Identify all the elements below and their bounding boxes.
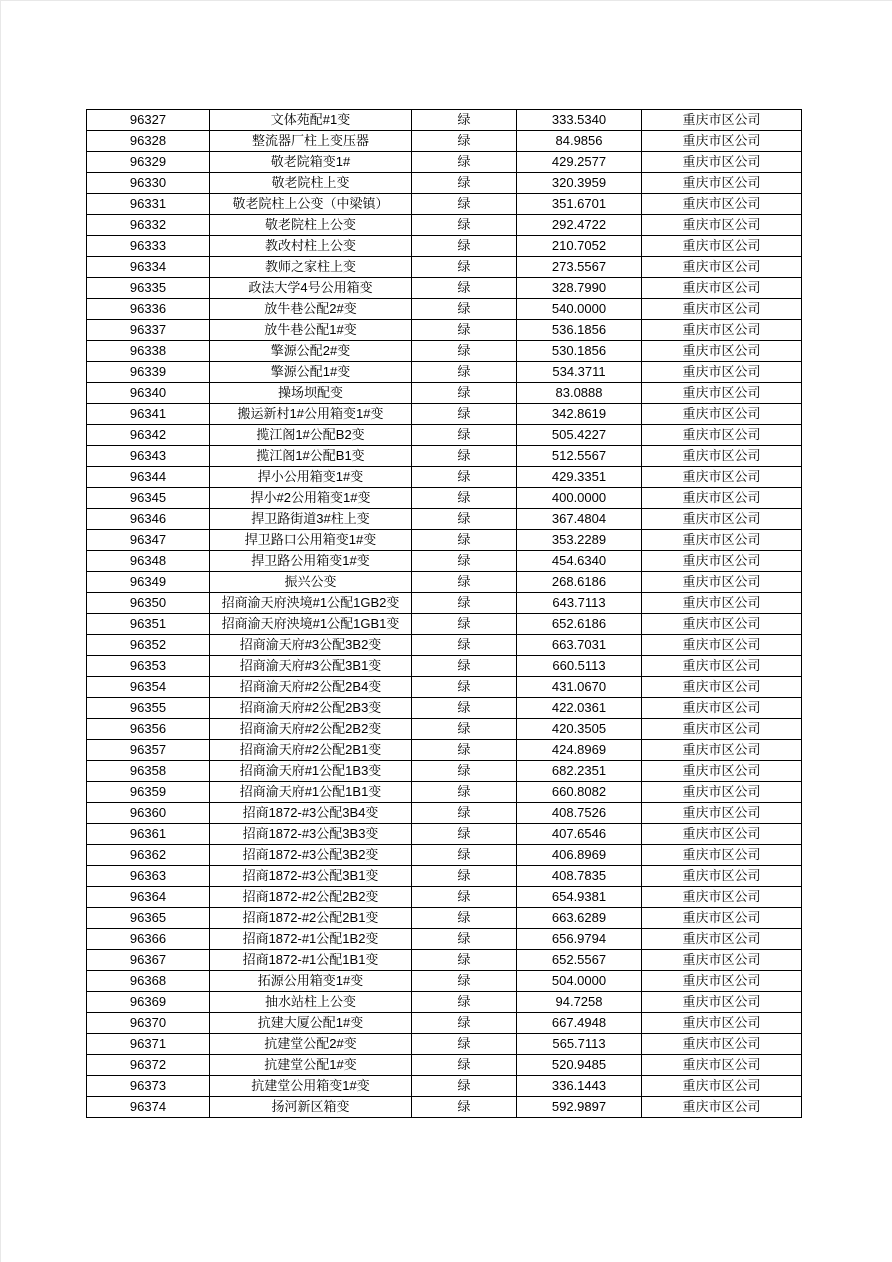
cell-company: 重庆市区公司 <box>642 593 802 614</box>
cell-value: 353.2289 <box>517 530 642 551</box>
cell-value: 406.8969 <box>517 845 642 866</box>
cell-value: 663.7031 <box>517 635 642 656</box>
table-row <box>87 992 802 1013</box>
cell-status: 绿 <box>412 656 517 677</box>
cell-value: 431.0670 <box>517 677 642 698</box>
cell-company: 重庆市区公司 <box>642 152 802 173</box>
cell-id: 96374 <box>87 1097 210 1118</box>
cell-status: 绿 <box>412 887 517 908</box>
cell-id: 96332 <box>87 215 210 236</box>
cell-status: 绿 <box>412 278 517 299</box>
cell-name: 文体苑配#1变 <box>210 110 412 131</box>
table-row <box>87 782 802 803</box>
cell-company: 重庆市区公司 <box>642 362 802 383</box>
cell-id: 96363 <box>87 866 210 887</box>
cell-id: 96328 <box>87 131 210 152</box>
cell-status: 绿 <box>412 467 517 488</box>
cell-company: 重庆市区公司 <box>642 1034 802 1055</box>
table-row <box>87 446 802 467</box>
table-row <box>87 215 802 236</box>
cell-company: 重庆市区公司 <box>642 803 802 824</box>
cell-status: 绿 <box>412 152 517 173</box>
cell-status: 绿 <box>412 1076 517 1097</box>
cell-status: 绿 <box>412 131 517 152</box>
cell-company: 重庆市区公司 <box>642 530 802 551</box>
cell-value: 682.2351 <box>517 761 642 782</box>
cell-id: 96354 <box>87 677 210 698</box>
cell-name: 捍小公用箱变1#变 <box>210 467 412 488</box>
cell-status: 绿 <box>412 509 517 530</box>
cell-status: 绿 <box>412 425 517 446</box>
cell-id: 96357 <box>87 740 210 761</box>
cell-value: 536.1856 <box>517 320 642 341</box>
table-row <box>87 719 802 740</box>
cell-value: 652.6186 <box>517 614 642 635</box>
table-row <box>87 824 802 845</box>
cell-name: 捍卫路公用箱变1#变 <box>210 551 412 572</box>
table-row <box>87 761 802 782</box>
cell-value: 660.8082 <box>517 782 642 803</box>
cell-status: 绿 <box>412 530 517 551</box>
cell-id: 96369 <box>87 992 210 1013</box>
cell-company: 重庆市区公司 <box>642 824 802 845</box>
cell-name: 招商1872-#2公配2B1变 <box>210 908 412 929</box>
cell-value: 420.3505 <box>517 719 642 740</box>
cell-name: 招商渝天府泱境#1公配1GB2变 <box>210 593 412 614</box>
cell-status: 绿 <box>412 173 517 194</box>
table-row <box>87 131 802 152</box>
cell-status: 绿 <box>412 194 517 215</box>
cell-company: 重庆市区公司 <box>642 719 802 740</box>
cell-name: 招商渝天府泱境#1公配1GB1变 <box>210 614 412 635</box>
table-row <box>87 341 802 362</box>
cell-id: 96364 <box>87 887 210 908</box>
table-row <box>87 383 802 404</box>
table-row <box>87 593 802 614</box>
cell-name: 扬河新区箱变 <box>210 1097 412 1118</box>
cell-value: 505.4227 <box>517 425 642 446</box>
table-row <box>87 194 802 215</box>
cell-id: 96327 <box>87 110 210 131</box>
cell-company: 重庆市区公司 <box>642 698 802 719</box>
cell-value: 667.4948 <box>517 1013 642 1034</box>
cell-name: 招商渝天府#2公配2B1变 <box>210 740 412 761</box>
table-row <box>87 467 802 488</box>
table-row <box>87 1097 802 1118</box>
cell-id: 96330 <box>87 173 210 194</box>
cell-status: 绿 <box>412 1034 517 1055</box>
cell-value: 565.7113 <box>517 1034 642 1055</box>
cell-company: 重庆市区公司 <box>642 992 802 1013</box>
table-row <box>87 425 802 446</box>
cell-company: 重庆市区公司 <box>642 572 802 593</box>
cell-id: 96358 <box>87 761 210 782</box>
table-row <box>87 803 802 824</box>
table-row <box>87 257 802 278</box>
cell-name: 擎源公配1#变 <box>210 362 412 383</box>
table-row <box>87 971 802 992</box>
cell-value: 504.0000 <box>517 971 642 992</box>
table-row <box>87 614 802 635</box>
cell-company: 重庆市区公司 <box>642 299 802 320</box>
cell-name: 敬老院柱上变 <box>210 173 412 194</box>
cell-name: 敬老院箱变1# <box>210 152 412 173</box>
cell-status: 绿 <box>412 950 517 971</box>
cell-value: 408.7835 <box>517 866 642 887</box>
cell-value: 643.7113 <box>517 593 642 614</box>
cell-value: 84.9856 <box>517 131 642 152</box>
cell-id: 96365 <box>87 908 210 929</box>
cell-status: 绿 <box>412 299 517 320</box>
table-row <box>87 488 802 509</box>
table-row <box>87 362 802 383</box>
cell-name: 捍卫路口公用箱变1#变 <box>210 530 412 551</box>
cell-status: 绿 <box>412 971 517 992</box>
cell-name: 招商渝天府#3公配3B1变 <box>210 656 412 677</box>
cell-company: 重庆市区公司 <box>642 950 802 971</box>
cell-value: 408.7526 <box>517 803 642 824</box>
cell-value: 512.5567 <box>517 446 642 467</box>
cell-id: 96339 <box>87 362 210 383</box>
cell-company: 重庆市区公司 <box>642 236 802 257</box>
cell-company: 重庆市区公司 <box>642 887 802 908</box>
table-row <box>87 698 802 719</box>
cell-status: 绿 <box>412 383 517 404</box>
cell-name: 敬老院柱上公变（中梁镇） <box>210 194 412 215</box>
cell-value: 422.0361 <box>517 698 642 719</box>
cell-value: 660.5113 <box>517 656 642 677</box>
cell-status: 绿 <box>412 341 517 362</box>
cell-value: 520.9485 <box>517 1055 642 1076</box>
cell-status: 绿 <box>412 572 517 593</box>
cell-company: 重庆市区公司 <box>642 551 802 572</box>
table-row <box>87 509 802 530</box>
cell-status: 绿 <box>412 593 517 614</box>
table-row <box>87 866 802 887</box>
cell-company: 重庆市区公司 <box>642 194 802 215</box>
cell-company: 重庆市区公司 <box>642 740 802 761</box>
cell-company: 重庆市区公司 <box>642 341 802 362</box>
cell-value: 400.0000 <box>517 488 642 509</box>
cell-company: 重庆市区公司 <box>642 971 802 992</box>
cell-id: 96352 <box>87 635 210 656</box>
cell-status: 绿 <box>412 824 517 845</box>
cell-id: 96334 <box>87 257 210 278</box>
cell-status: 绿 <box>412 698 517 719</box>
table-row <box>87 845 802 866</box>
table-row <box>87 551 802 572</box>
cell-id: 96359 <box>87 782 210 803</box>
cell-name: 抗建大厦公配1#变 <box>210 1013 412 1034</box>
cell-name: 教改村柱上公变 <box>210 236 412 257</box>
cell-id: 96343 <box>87 446 210 467</box>
cell-company: 重庆市区公司 <box>642 845 802 866</box>
cell-name: 放牛巷公配1#变 <box>210 320 412 341</box>
cell-value: 592.9897 <box>517 1097 642 1118</box>
cell-status: 绿 <box>412 929 517 950</box>
cell-company: 重庆市区公司 <box>642 320 802 341</box>
cell-value: 656.9794 <box>517 929 642 950</box>
cell-company: 重庆市区公司 <box>642 467 802 488</box>
table-row <box>87 677 802 698</box>
cell-status: 绿 <box>412 1097 517 1118</box>
cell-value: 83.0888 <box>517 383 642 404</box>
cell-id: 96373 <box>87 1076 210 1097</box>
table-row <box>87 320 802 341</box>
cell-company: 重庆市区公司 <box>642 614 802 635</box>
cell-company: 重庆市区公司 <box>642 404 802 425</box>
cell-value: 273.5567 <box>517 257 642 278</box>
table-row <box>87 887 802 908</box>
cell-id: 96356 <box>87 719 210 740</box>
cell-company: 重庆市区公司 <box>642 446 802 467</box>
cell-name: 振兴公变 <box>210 572 412 593</box>
cell-value: 652.5567 <box>517 950 642 971</box>
cell-company: 重庆市区公司 <box>642 635 802 656</box>
cell-value: 454.6340 <box>517 551 642 572</box>
cell-status: 绿 <box>412 740 517 761</box>
table-row <box>87 1013 802 1034</box>
cell-company: 重庆市区公司 <box>642 425 802 446</box>
cell-id: 96342 <box>87 425 210 446</box>
table-row <box>87 173 802 194</box>
table-row <box>87 572 802 593</box>
table-row <box>87 236 802 257</box>
cell-name: 招商1872-#1公配1B1变 <box>210 950 412 971</box>
cell-id: 96333 <box>87 236 210 257</box>
cell-name: 抗建堂公配1#变 <box>210 1055 412 1076</box>
cell-name: 抗建堂公用箱变1#变 <box>210 1076 412 1097</box>
cell-status: 绿 <box>412 677 517 698</box>
cell-name: 搬运新村1#公用箱变1#变 <box>210 404 412 425</box>
cell-status: 绿 <box>412 488 517 509</box>
cell-status: 绿 <box>412 803 517 824</box>
cell-value: 336.1443 <box>517 1076 642 1097</box>
cell-company: 重庆市区公司 <box>642 383 802 404</box>
cell-name: 擎源公配2#变 <box>210 341 412 362</box>
cell-value: 367.4804 <box>517 509 642 530</box>
cell-value: 429.2577 <box>517 152 642 173</box>
cell-value: 429.3351 <box>517 467 642 488</box>
table-row <box>87 278 802 299</box>
cell-id: 96370 <box>87 1013 210 1034</box>
cell-value: 292.4722 <box>517 215 642 236</box>
cell-status: 绿 <box>412 992 517 1013</box>
cell-company: 重庆市区公司 <box>642 908 802 929</box>
cell-name: 抽水站柱上公变 <box>210 992 412 1013</box>
cell-status: 绿 <box>412 551 517 572</box>
table-row <box>87 1076 802 1097</box>
cell-name: 招商渝天府#2公配2B2变 <box>210 719 412 740</box>
cell-value: 530.1856 <box>517 341 642 362</box>
cell-value: 663.6289 <box>517 908 642 929</box>
cell-company: 重庆市区公司 <box>642 131 802 152</box>
cell-name: 招商渝天府#3公配3B2变 <box>210 635 412 656</box>
cell-value: 320.3959 <box>517 173 642 194</box>
table-row <box>87 656 802 677</box>
cell-name: 抗建堂公配2#变 <box>210 1034 412 1055</box>
cell-status: 绿 <box>412 404 517 425</box>
cell-name: 操场坝配变 <box>210 383 412 404</box>
cell-company: 重庆市区公司 <box>642 278 802 299</box>
cell-company: 重庆市区公司 <box>642 488 802 509</box>
table-row <box>87 404 802 425</box>
cell-company: 重庆市区公司 <box>642 215 802 236</box>
cell-id: 96335 <box>87 278 210 299</box>
cell-value: 94.7258 <box>517 992 642 1013</box>
cell-id: 96361 <box>87 824 210 845</box>
cell-status: 绿 <box>412 257 517 278</box>
cell-company: 重庆市区公司 <box>642 509 802 530</box>
table-row <box>87 950 802 971</box>
cell-company: 重庆市区公司 <box>642 1055 802 1076</box>
cell-name: 招商1872-#3公配3B3变 <box>210 824 412 845</box>
cell-status: 绿 <box>412 719 517 740</box>
cell-id: 96362 <box>87 845 210 866</box>
cell-name: 招商1872-#3公配3B2变 <box>210 845 412 866</box>
cell-id: 96366 <box>87 929 210 950</box>
cell-id: 96345 <box>87 488 210 509</box>
cell-id: 96346 <box>87 509 210 530</box>
cell-name: 招商渝天府#1公配1B1变 <box>210 782 412 803</box>
cell-id: 96367 <box>87 950 210 971</box>
cell-name: 捍小#2公用箱变1#变 <box>210 488 412 509</box>
cell-company: 重庆市区公司 <box>642 110 802 131</box>
table-row <box>87 152 802 173</box>
cell-id: 96353 <box>87 656 210 677</box>
cell-value: 654.9381 <box>517 887 642 908</box>
cell-company: 重庆市区公司 <box>642 656 802 677</box>
cell-company: 重庆市区公司 <box>642 1097 802 1118</box>
cell-id: 96336 <box>87 299 210 320</box>
cell-name: 招商1872-#2公配2B2变 <box>210 887 412 908</box>
cell-status: 绿 <box>412 908 517 929</box>
transformer-table <box>86 109 802 1118</box>
cell-id: 96368 <box>87 971 210 992</box>
cell-name: 招商渝天府#2公配2B4变 <box>210 677 412 698</box>
cell-value: 268.6186 <box>517 572 642 593</box>
cell-status: 绿 <box>412 320 517 341</box>
cell-id: 96331 <box>87 194 210 215</box>
cell-value: 534.3711 <box>517 362 642 383</box>
cell-id: 96340 <box>87 383 210 404</box>
table-row <box>87 530 802 551</box>
cell-name: 招商1872-#3公配3B4变 <box>210 803 412 824</box>
cell-status: 绿 <box>412 845 517 866</box>
cell-name: 招商渝天府#1公配1B3变 <box>210 761 412 782</box>
table-row <box>87 635 802 656</box>
cell-name: 拓源公用箱变1#变 <box>210 971 412 992</box>
cell-id: 96371 <box>87 1034 210 1055</box>
cell-id: 96329 <box>87 152 210 173</box>
cell-company: 重庆市区公司 <box>642 677 802 698</box>
cell-id: 96360 <box>87 803 210 824</box>
cell-id: 96344 <box>87 467 210 488</box>
cell-name: 放牛巷公配2#变 <box>210 299 412 320</box>
cell-name: 整流器厂柱上变压器 <box>210 131 412 152</box>
cell-company: 重庆市区公司 <box>642 257 802 278</box>
cell-id: 96355 <box>87 698 210 719</box>
cell-value: 540.0000 <box>517 299 642 320</box>
cell-id: 96337 <box>87 320 210 341</box>
cell-company: 重庆市区公司 <box>642 1013 802 1034</box>
cell-name: 捍卫路街道3#柱上变 <box>210 509 412 530</box>
cell-id: 96341 <box>87 404 210 425</box>
cell-status: 绿 <box>412 635 517 656</box>
table-row <box>87 110 802 131</box>
cell-status: 绿 <box>412 110 517 131</box>
table-row <box>87 908 802 929</box>
cell-company: 重庆市区公司 <box>642 782 802 803</box>
cell-value: 333.5340 <box>517 110 642 131</box>
cell-status: 绿 <box>412 215 517 236</box>
table-row <box>87 929 802 950</box>
table-body <box>87 110 802 1118</box>
cell-value: 210.7052 <box>517 236 642 257</box>
cell-value: 407.6546 <box>517 824 642 845</box>
cell-status: 绿 <box>412 362 517 383</box>
cell-status: 绿 <box>412 236 517 257</box>
cell-name: 招商1872-#1公配1B2变 <box>210 929 412 950</box>
cell-name: 政法大学4号公用箱变 <box>210 278 412 299</box>
table-row <box>87 1055 802 1076</box>
cell-id: 96350 <box>87 593 210 614</box>
cell-status: 绿 <box>412 782 517 803</box>
cell-company: 重庆市区公司 <box>642 1076 802 1097</box>
cell-company: 重庆市区公司 <box>642 173 802 194</box>
cell-status: 绿 <box>412 1013 517 1034</box>
cell-company: 重庆市区公司 <box>642 866 802 887</box>
table-row <box>87 1034 802 1055</box>
cell-id: 96338 <box>87 341 210 362</box>
cell-name: 敬老院柱上公变 <box>210 215 412 236</box>
cell-name: 揽江阁1#公配B1变 <box>210 446 412 467</box>
table-row <box>87 299 802 320</box>
cell-status: 绿 <box>412 866 517 887</box>
cell-value: 328.7990 <box>517 278 642 299</box>
cell-id: 96372 <box>87 1055 210 1076</box>
cell-name: 招商渝天府#2公配2B3变 <box>210 698 412 719</box>
cell-id: 96347 <box>87 530 210 551</box>
cell-value: 424.8969 <box>517 740 642 761</box>
cell-status: 绿 <box>412 614 517 635</box>
cell-status: 绿 <box>412 446 517 467</box>
cell-status: 绿 <box>412 1055 517 1076</box>
cell-name: 招商1872-#3公配3B1变 <box>210 866 412 887</box>
cell-id: 96348 <box>87 551 210 572</box>
cell-value: 351.6701 <box>517 194 642 215</box>
cell-company: 重庆市区公司 <box>642 929 802 950</box>
table-row <box>87 740 802 761</box>
cell-status: 绿 <box>412 761 517 782</box>
cell-id: 96349 <box>87 572 210 593</box>
cell-value: 342.8619 <box>517 404 642 425</box>
cell-name: 教师之家柱上变 <box>210 257 412 278</box>
cell-name: 揽江阁1#公配B2变 <box>210 425 412 446</box>
cell-id: 96351 <box>87 614 210 635</box>
cell-company: 重庆市区公司 <box>642 761 802 782</box>
